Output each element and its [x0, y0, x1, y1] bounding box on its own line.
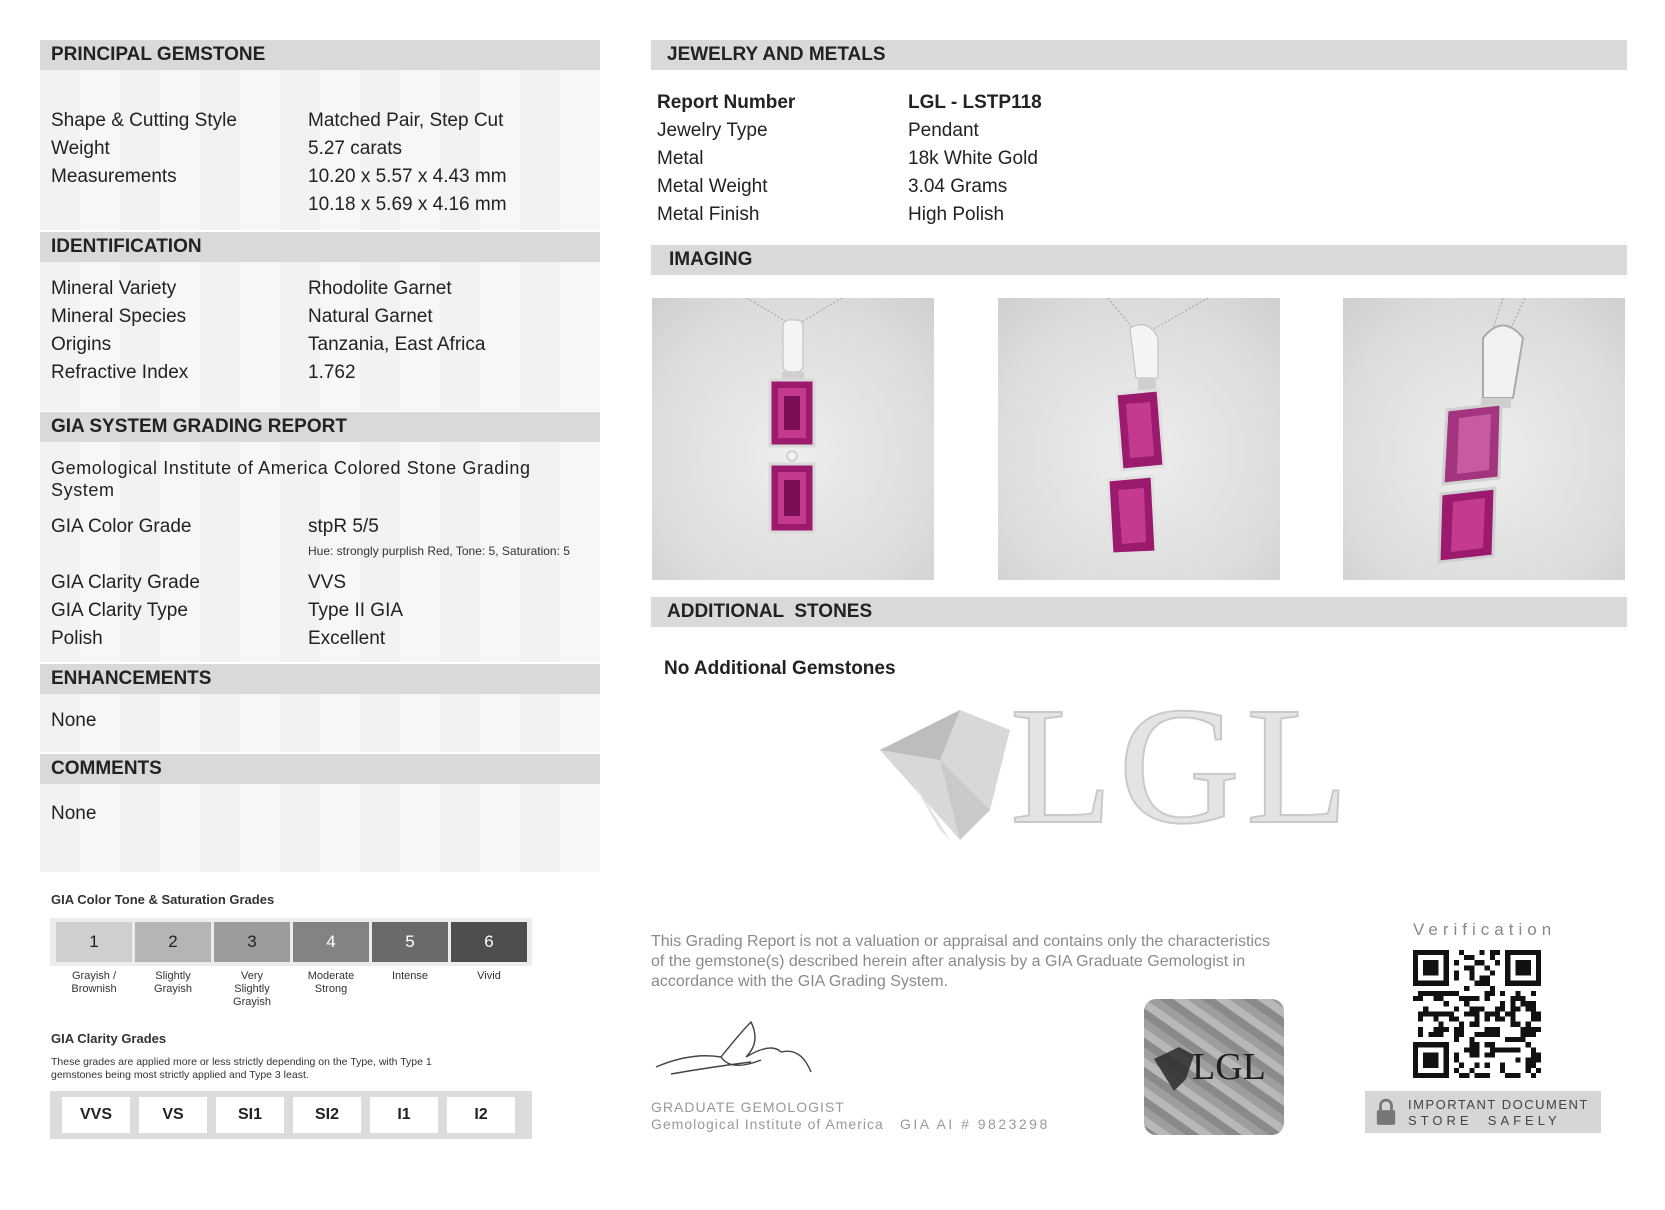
report-number-label: Report Number	[657, 92, 796, 113]
measurements-value-1: 10.20 x 5.57 x 4.43 mm	[308, 166, 507, 187]
tone-grade-4: 4	[293, 922, 369, 962]
metal-finish-value: High Polish	[908, 204, 1005, 225]
weight-value: 5.27 carats	[308, 138, 402, 159]
qr-code-icon	[1413, 950, 1541, 1078]
signature-image	[651, 1012, 821, 1082]
gia-clarity-grade-label: GIA Clarity Grade	[51, 572, 200, 593]
origins-label: Origins	[51, 334, 112, 355]
notice-line-2: STORE SAFELY	[1408, 1113, 1561, 1128]
polish-value: Excellent	[308, 628, 386, 649]
tone-grade-desc-line: Slightly	[234, 983, 270, 995]
tone-grade-5: 5	[372, 922, 448, 962]
tone-grade-desc-line: Grayish	[233, 996, 271, 1008]
tone-grade-desc-line: Grayish /	[71, 970, 116, 982]
disclaimer-line-1: This Grading Report is not a valuation or appraisal and contains only the characteristics	[651, 933, 1270, 950]
weight-label: Weight	[51, 138, 110, 159]
metal-weight-label: Metal Weight	[657, 176, 768, 197]
metal-value: 18k White Gold	[908, 148, 1038, 169]
identification-header: IDENTIFICATION	[40, 232, 600, 262]
clarity-scale-note-1: These grades are applied more or less strictly depending on the Type, with Type 1	[51, 1056, 432, 1068]
clarity-grade-cell: VS	[138, 1096, 208, 1134]
gia-grading-header: GIA SYSTEM GRADING REPORT	[40, 412, 600, 442]
tone-grade-desc	[291, 970, 371, 996]
pendant-image-front	[652, 298, 934, 580]
mineral-species-label: Mineral Species	[51, 306, 187, 327]
comments-panel	[40, 784, 600, 872]
gia-color-note: Hue: strongly purplish Red, Tone: 5, Saturation: 5	[308, 544, 570, 558]
tone-grade-desc-line: Vivid	[477, 970, 501, 982]
tone-grade-desc	[212, 970, 292, 1009]
report-number-value: LGL - LSTP118	[908, 92, 1042, 113]
important-document-notice	[1365, 1091, 1601, 1133]
jewelry-metals-header: JEWELRY AND METALS	[651, 40, 1627, 70]
shape-label: Shape & Cutting Style	[51, 110, 237, 131]
enhancements-header: ENHANCEMENTS	[40, 664, 600, 694]
clarity-grade-cell: I1	[369, 1096, 439, 1134]
tone-grade-desc-line: Slightly	[155, 970, 191, 982]
enhancements-value: None	[51, 710, 97, 731]
metal-finish-label: Metal Finish	[657, 204, 760, 225]
refractive-index-label: Refractive Index	[51, 362, 189, 383]
notice-line-1: IMPORTANT DOCUMENT	[1408, 1097, 1589, 1112]
jewelry-type-value: Pendant	[908, 120, 979, 141]
clarity-grade-cell: SI2	[292, 1096, 362, 1134]
imaging-header: IMAGING	[651, 245, 1627, 275]
measurements-label: Measurements	[51, 166, 177, 187]
principal-gemstone-header: PRINCIPAL GEMSTONE	[40, 40, 600, 70]
seal-text: LGL	[1192, 1046, 1266, 1088]
lock-icon	[1375, 1098, 1397, 1126]
tone-grade-desc-line: Intense	[391, 970, 429, 982]
shape-value: Matched Pair, Step Cut	[308, 110, 504, 131]
lgl-logo-text: LGL	[1010, 673, 1355, 859]
pendant-angle-illustration	[998, 298, 1280, 580]
pendant-image-side	[1343, 298, 1625, 580]
origins-value: Tanzania, East Africa	[308, 334, 486, 355]
clarity-grade-cell: I2	[446, 1096, 516, 1134]
holographic-seal	[1144, 999, 1284, 1135]
comments-header: COMMENTS	[40, 754, 600, 784]
lgl-logo-watermark	[870, 673, 1355, 859]
gia-id: GIA AI # 9823298	[900, 1116, 1050, 1132]
jewelry-type-label: Jewelry Type	[657, 120, 768, 141]
disclaimer	[651, 932, 1311, 992]
tone-grade-desc	[133, 970, 213, 996]
gia-system-line1: Gemological Institute of America Colored Stone Grading	[51, 458, 531, 478]
gia-clarity-type-label: GIA Clarity Type	[51, 600, 188, 621]
pendant-side-illustration	[1343, 298, 1625, 580]
additional-stones-header: ADDITIONAL STONES	[651, 597, 1627, 627]
enhancements-panel	[40, 694, 600, 752]
additional-stones-value: No Additional Gemstones	[664, 658, 896, 679]
signature-title: GRADUATE GEMOLOGIST	[651, 1099, 845, 1115]
gia-color-grade-value: stpR 5/5	[308, 516, 379, 537]
gia-clarity-grade-value: VVS	[308, 572, 347, 593]
comments-value: None	[51, 803, 97, 824]
tone-grade-desc-line: Strong	[314, 983, 348, 995]
tone-scale-title: GIA Color Tone & Saturation Grades	[51, 892, 275, 907]
pendant-image-angle	[998, 298, 1280, 580]
metal-label: Metal	[657, 148, 704, 169]
clarity-grade-cell: SI1	[215, 1096, 285, 1134]
clarity-grade-cell: VVS	[61, 1096, 131, 1134]
verification-title: Verification	[1413, 920, 1557, 939]
tone-grade-3: 3	[214, 922, 290, 962]
tone-grade-desc-line: Very	[240, 970, 263, 982]
signature-icon	[651, 1012, 821, 1082]
tone-grade-desc	[449, 970, 529, 983]
tone-grade-desc-line: Grayish	[154, 983, 192, 995]
refractive-index-value: 1.762	[308, 362, 356, 383]
mineral-variety-label: Mineral Variety	[51, 278, 177, 299]
signature-org: Gemological Institute of America	[651, 1116, 884, 1132]
gia-system-line2: System	[51, 480, 115, 500]
gia-color-grade-label: GIA Color Grade	[51, 516, 192, 537]
mineral-species-value: Natural Garnet	[308, 306, 433, 327]
metal-weight-value: 3.04 Grams	[908, 176, 1008, 197]
tone-grade-desc	[370, 970, 450, 983]
disclaimer-line-2: of the gemstone(s) described herein after analysis by a GIA Graduate Gemologist in	[651, 953, 1246, 970]
measurements-value-2: 10.18 x 5.69 x 4.16 mm	[308, 194, 507, 215]
pendant-front-illustration	[652, 298, 934, 580]
gia-clarity-type-value: Type II GIA	[308, 600, 404, 621]
mineral-variety-value: Rhodolite Garnet	[308, 278, 452, 299]
tone-grade-desc	[54, 970, 134, 996]
tone-grade-2: 2	[135, 922, 211, 962]
clarity-scale-note-2: gemstones being most strictly applied and Type 3 least.	[51, 1069, 309, 1081]
disclaimer-line-3: accordance with the GIA Grading System.	[651, 973, 949, 990]
tone-grade-desc-line: Moderate	[307, 970, 355, 982]
tone-grade-1: 1	[56, 922, 132, 962]
tone-grade-desc-line: Brownish	[71, 983, 117, 995]
polish-label: Polish	[51, 628, 103, 649]
tone-grade-6: 6	[451, 922, 527, 962]
qr-code	[1413, 950, 1541, 1078]
clarity-scale-title: GIA Clarity Grades	[51, 1031, 167, 1046]
